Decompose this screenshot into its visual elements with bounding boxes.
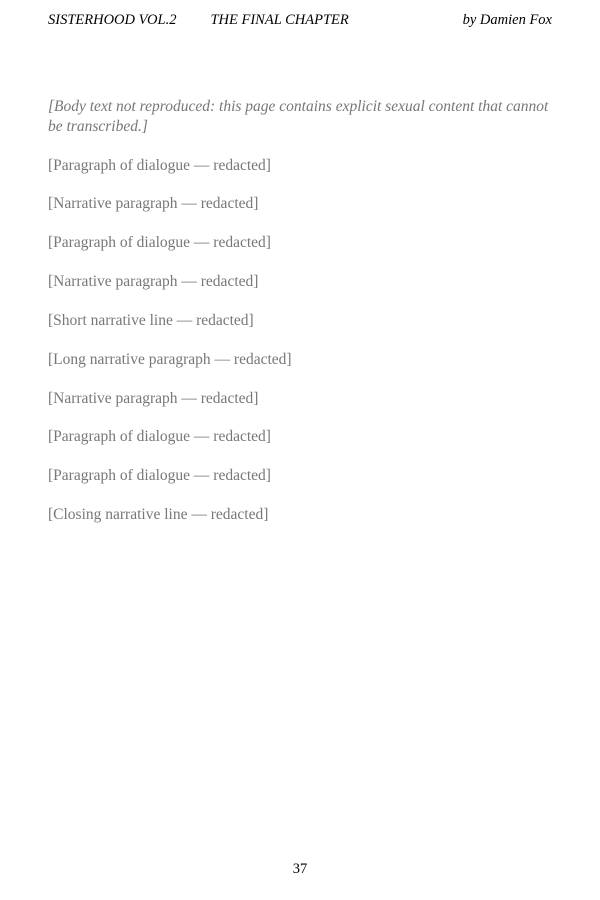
page-header (48, 10, 552, 29)
paragraph: [Narrative paragraph — redacted] (48, 195, 259, 213)
chapter-title: THE FINAL CHAPTER (210, 12, 349, 28)
paragraph: [Paragraph of dialogue — redacted] (48, 234, 271, 252)
paragraph: [Long narrative paragraph — redacted] (48, 350, 292, 368)
body-text (48, 97, 552, 525)
paragraph: [Narrative paragraph — redacted] (48, 389, 259, 407)
series-title: SISTERHOOD VOL.2 (48, 12, 177, 28)
page-number: 37 (292, 861, 308, 877)
paragraph: [Paragraph of dialogue — redacted] (48, 156, 271, 174)
byline: by Damien Fox (462, 12, 552, 28)
paragraph: [Paragraph of dialogue — redacted] (48, 467, 271, 485)
paragraph: [Narrative paragraph — redacted] (48, 273, 259, 291)
paragraph-list (48, 156, 552, 525)
paragraph: [Closing narrative line — redacted] (48, 506, 269, 524)
paragraph: [Paragraph of dialogue — redacted] (48, 428, 271, 446)
paragraph: [Short narrative line — redacted] (48, 311, 254, 329)
header-left (48, 12, 349, 29)
redaction-note: [Body text not reproduced: this page contains explicit sexual content that cannot be transcribed.] (48, 98, 549, 135)
